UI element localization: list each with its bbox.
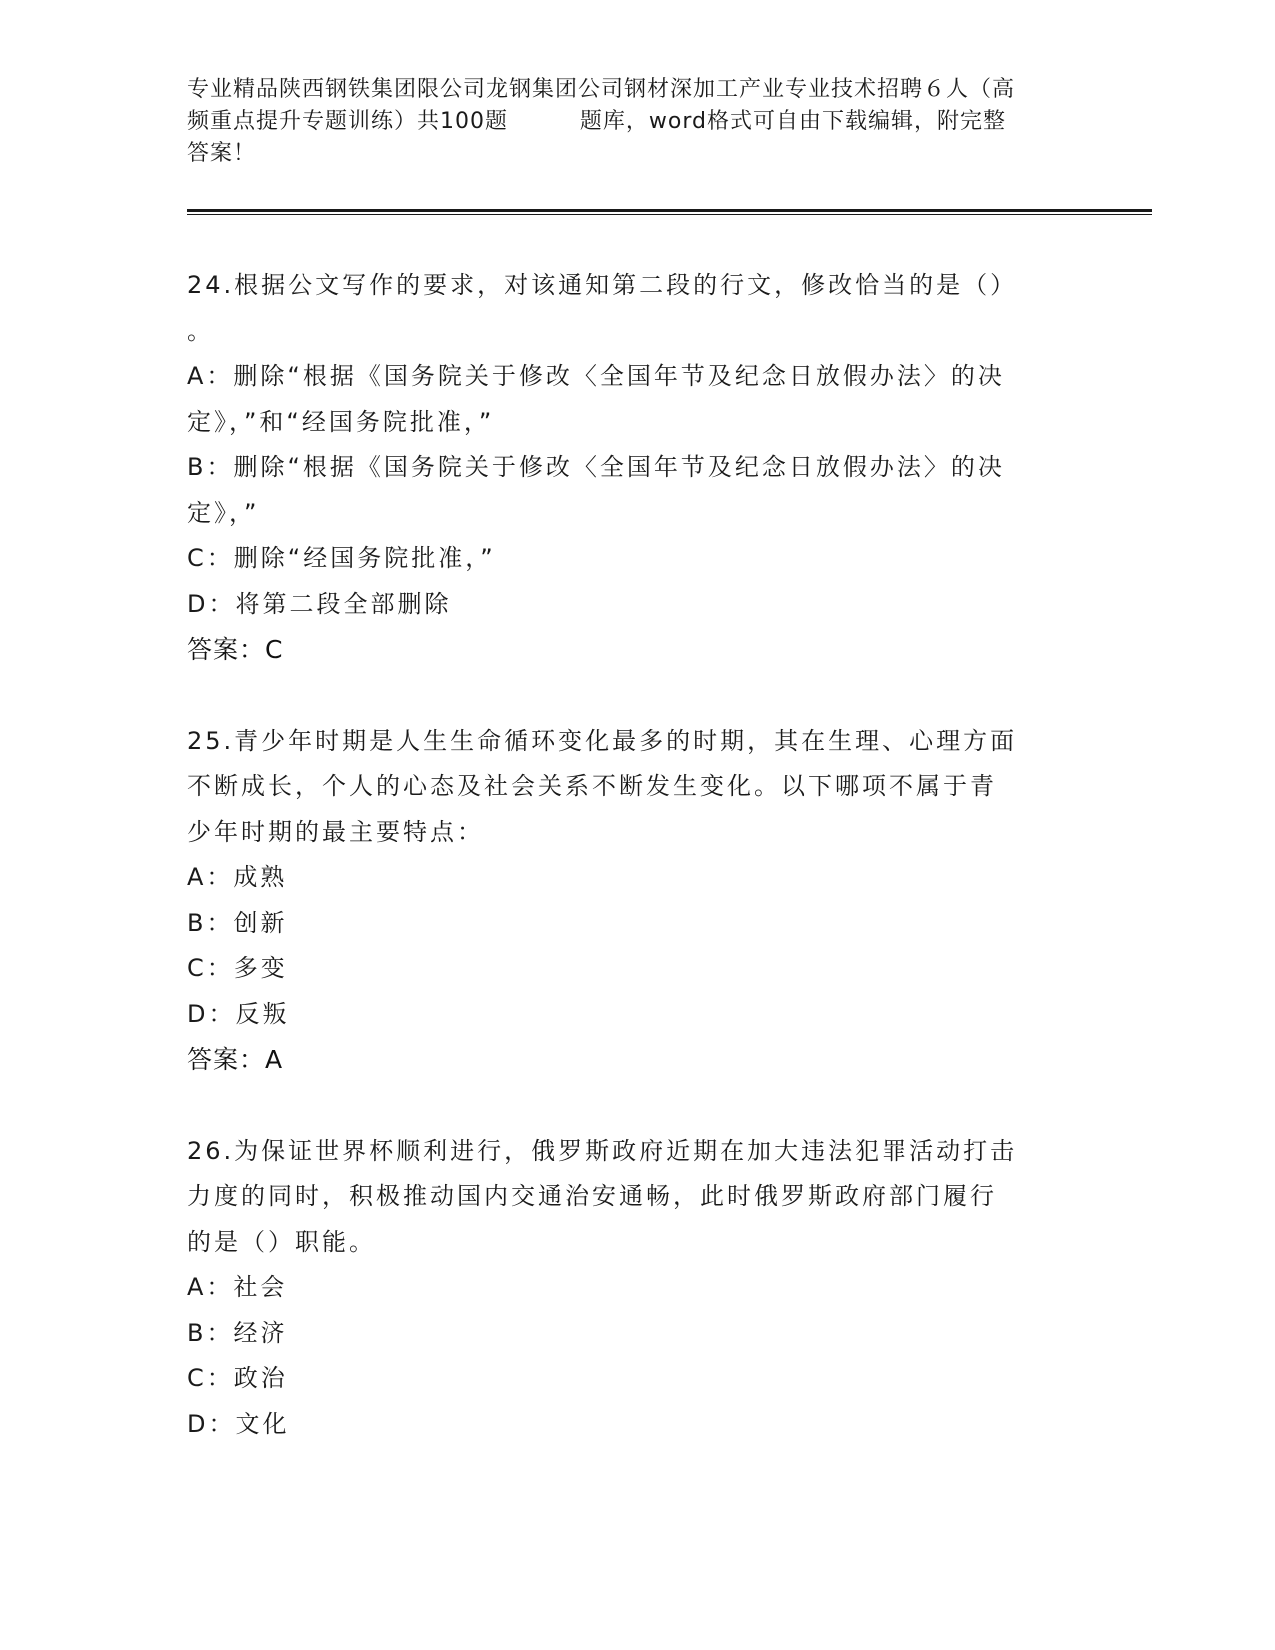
header-line: 频重点提升专题训练）共100题 题库，word格式可自由下载编辑，附完整 <box>187 109 1007 134</box>
question-stem: 不断成长，个人的心态及社会关系不断发生变化。以下哪项不属于青 <box>187 772 997 800</box>
option-d: D：反叛 <box>187 999 290 1028</box>
header-line: 专业精品陕西钢铁集团限公司龙钢集团公司钢材深加工产业专业技术招聘６人（高 <box>187 77 1016 102</box>
option-b: B：创新 <box>187 908 288 937</box>
answer-label: 答案：A <box>187 1045 284 1074</box>
question-list <box>187 263 1087 1493</box>
question-stem: 24.根据公文写作的要求，对该通知第二段的行文，修改恰当的是（） <box>187 271 1018 299</box>
option-a: A：社会 <box>187 1273 288 1301</box>
option-b: B：经济 <box>187 1318 288 1347</box>
option-c: C：删除“经国务院批准，” <box>187 544 496 572</box>
option-b: 定》，” <box>187 498 260 527</box>
option-a: A：删除“根据《国务院关于修改〈全国年节及纪念日放假办法〉的决 <box>187 362 1005 390</box>
answer-label: 答案：C <box>187 635 284 664</box>
question-26 <box>187 1129 1087 1448</box>
document-header <box>187 74 1087 170</box>
option-d: D：将第二段全部删除 <box>187 589 452 618</box>
option-a: 定》，”和“经国务院批准，” <box>187 407 495 436</box>
question-25 <box>187 719 1087 1083</box>
question-stem: 的是（）职能。 <box>187 1227 376 1256</box>
option-c: C：政治 <box>187 1364 288 1392</box>
question-stem: 26.为保证世界杯顺利进行，俄罗斯政府近期在加大违法犯罪活动打击 <box>187 1136 1018 1165</box>
header-divider-thin <box>187 214 1152 215</box>
header-line: 答案！ <box>187 141 257 166</box>
question-stem: 25.青少年时期是人生生命循环变化最多的时期，其在生理、心理方面 <box>187 726 1018 755</box>
question-stem: 少年时期的最主要特点： <box>187 817 484 846</box>
question-stem: 。 <box>187 316 214 345</box>
question-24 <box>187 263 1087 673</box>
option-c: C：多变 <box>187 954 288 982</box>
option-b: B：删除“根据《国务院关于修改〈全国年节及纪念日放假办法〉的决 <box>187 453 1005 481</box>
question-stem: 力度的同时，积极推动国内交通治安通畅，此时俄罗斯政府部门履行 <box>187 1182 997 1210</box>
option-d: D：文化 <box>187 1409 290 1438</box>
option-a: A：成熟 <box>187 863 288 891</box>
header-divider-thick <box>187 209 1152 212</box>
